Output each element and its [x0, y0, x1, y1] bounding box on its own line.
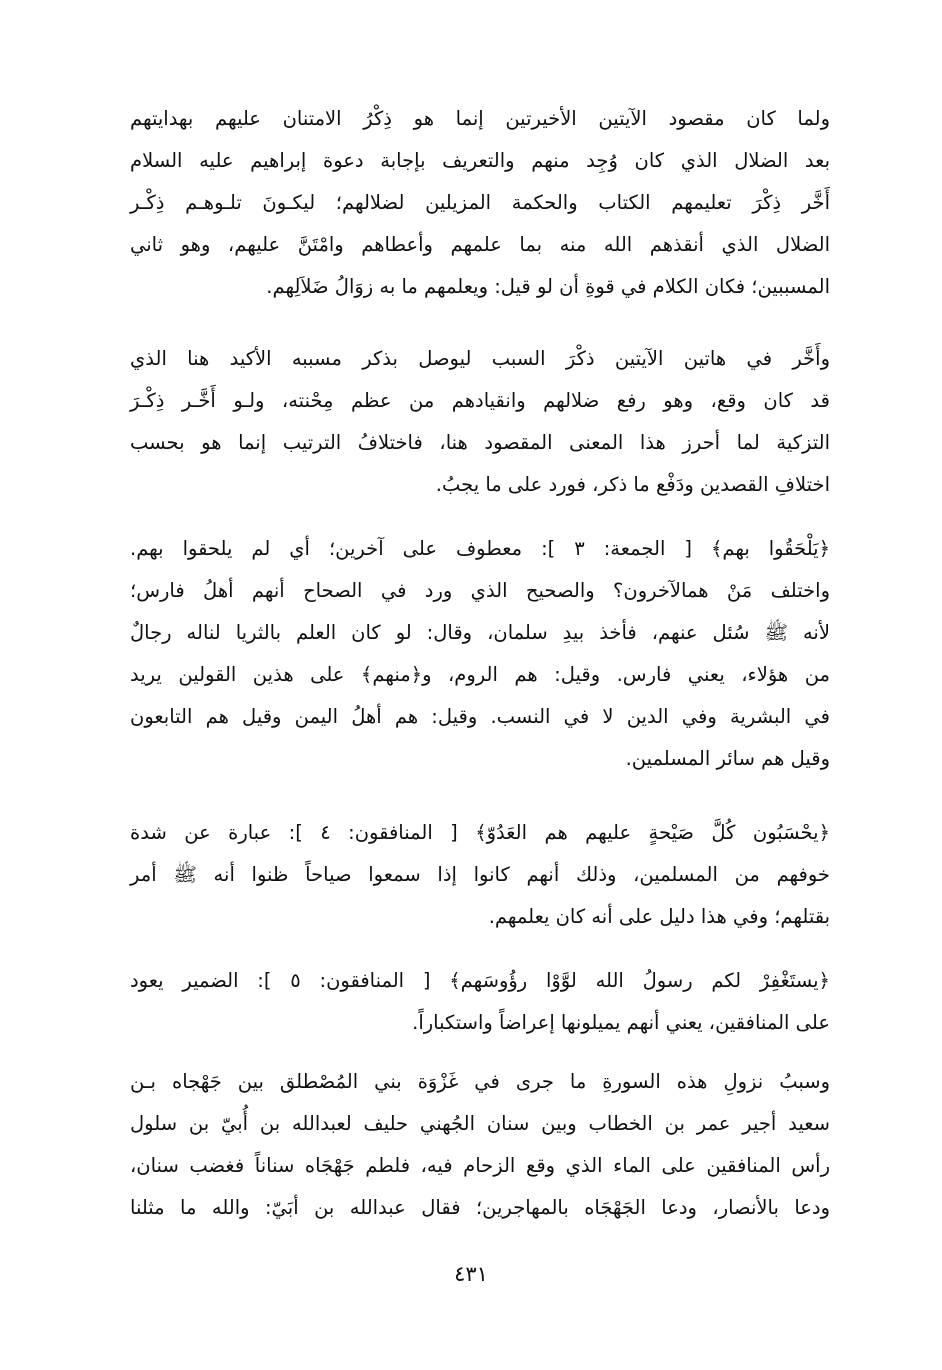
text-line: سعيد أجير عمر بن الخطاب وبين سنان الجُهني حليف لعبدالله بن أُبيّ بن سلول — [130, 1112, 830, 1135]
paragraph-3 — [130, 528, 830, 780]
paragraph-5 — [130, 960, 830, 1044]
text-line: الضلال الذي أنقذهم الله منه بما علمهم وأعطاهم وامْتَنَّ عليهم، وهو ثاني — [130, 233, 830, 256]
text-line: ﴿يَلْحَقُوا بهم﴾ [ الجمعة: ٣ ]: معطوف على آخرين؛ أي لم يلحقوا بهم. — [130, 537, 830, 560]
paragraph-1 — [130, 98, 830, 308]
text-line: في البشرية وفي الدين لا في النسب. وقيل: هم أهلُ اليمن وقيل هم التابعون — [130, 705, 830, 728]
text-line: واختلف مَنْ همالآخرون؟ والصحيح الذي ورد في الصحاح أنهم أهلُ فارس؛ — [130, 579, 830, 602]
text-line: ولما كان مقصود الآيتين الأخيرتين إنما هو ذِكْرُ الامتنان عليهم بهدايتهم — [130, 107, 830, 130]
text-line: بعد الضلال الذي كان وُجِد منهم والتعريف بإجابة دعوة إبراهيم عليه السلام — [130, 149, 830, 172]
paragraph-4 — [130, 812, 830, 938]
text-line: أَخَّر ذِكْرَ تعليمهم الكتاب والحكمة المزيلين لضلالهم؛ ليكـونَ تلـوهـم ذِكْـر — [130, 191, 830, 214]
text-line: رأس المنافقين على الماء الذي وقع الزحام فيه، فلطم جَهْجَاه سناناً فغضب سنان، — [130, 1154, 830, 1177]
text-line: خوفهم من المسلمين، وذلك أنهم كانوا إذا سمعوا صياحاً ظنوا أنه ﷺ أمر — [130, 863, 830, 886]
text-line: ﴿يستَغْفِرْ لكم رسولُ الله لوَّوْا رؤُوسَهم﴾ [ المنافقون: ٥ ]: الضمير يعود — [130, 969, 830, 992]
text-line: ﴿يحْسَبُون كُلَّ صَيْحةٍ عليهم هم العَدُوّ﴾ [ المنافقون: ٤ ]: عبارة عن شدة — [130, 821, 830, 844]
text-line: من هؤلاء، يعني فارس. وقيل: هم الروم، و﴿منهم﴾ على هذين القولين يريد — [130, 663, 830, 686]
paragraph-2 — [130, 338, 830, 506]
text-line: بقتلهم؛ وفي هذا دليل على أنه كان يعلمهم. — [488, 905, 830, 928]
text-line: على المنافقين، يعني أنهم يميلونها إعراضاً واستكباراً. — [412, 1011, 830, 1034]
text-line: لأنه ﷺ سُئل عنهم، فأخذ بيدِ سلمان، وقال: لو كان العلم بالثريا لناله رجالٌ — [130, 621, 830, 644]
text-line: اختلافِ القصدين ودَفْع ما ذكر، فورد على ما يجبُ. — [435, 473, 830, 496]
page-number: ٤٣١ — [454, 1262, 488, 1286]
text-line: التزكية لما أحرز هذا المعنى المقصود هنا، فاختلافُ الترتيب إنما هو بحسب — [130, 431, 830, 454]
text-line: وأَخَّر في هاتين الآيتين ذكْرَ السبب ليوصل بذكر مسببه الأكيد هنا الذي — [130, 347, 830, 370]
text-line: وسببُ نزولِ هذه السورةِ ما جرى في غَزْوَة بني المُصْطلق بين جَهْجاه بـن — [130, 1070, 830, 1093]
text-line: قد كان وقع، وهو رفع ضلالهم وانقيادهم من عظم مِحْنته، ولـو أَخَّـر ذِكْـرَ — [130, 389, 830, 412]
paragraph-6 — [130, 1061, 830, 1229]
text-line: ودعا بالأنصار، ودعا الجَهْجَاه بالمهاجرين؛ فقال عبدالله بن أبَيّ: والله ما مثلنا — [130, 1196, 830, 1219]
text-line: وقيل هم سائر المسلمين. — [625, 747, 830, 770]
text-line: المسببين؛ فكان الكلام في قوةِ أن لو قيل: ويعلمهم ما به زوَالُ ضَلاَلِهم. — [266, 275, 830, 298]
